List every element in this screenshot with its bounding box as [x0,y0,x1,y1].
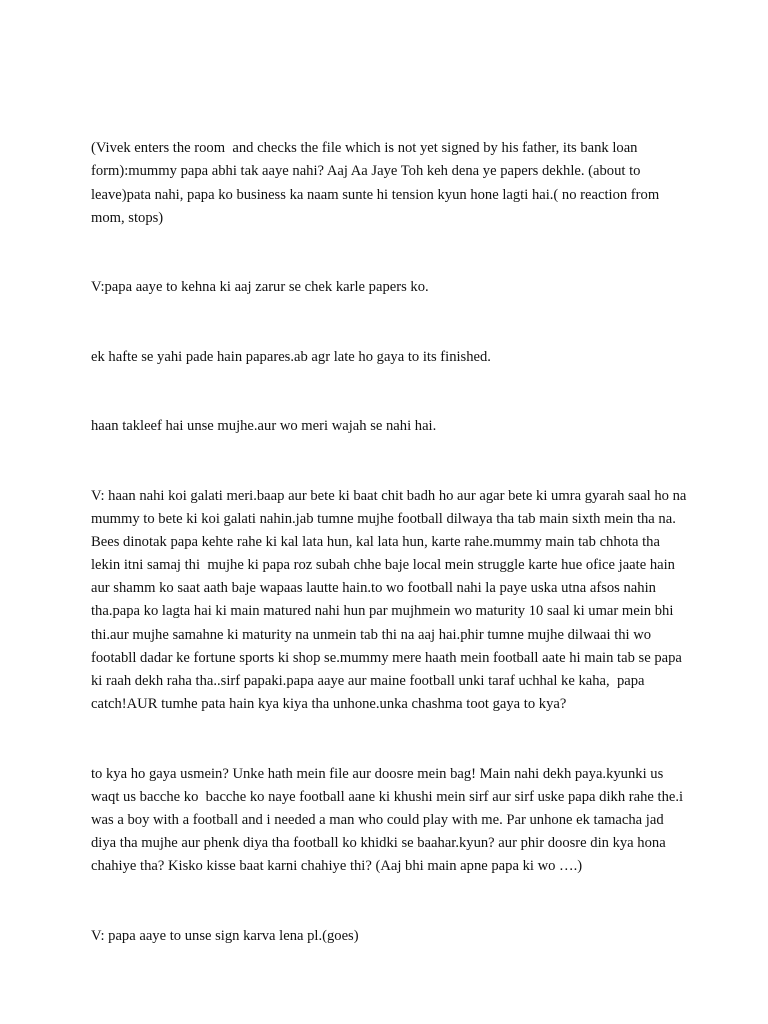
paragraph-monologue-tamacha: to kya ho gaya usmein? Unke hath mein file aur doosre mein bag! Main nahi dekh paya.kyunki us waqt us bacche ko bacche ko naye football aane ki khushi mein sirf aur sirf uske papa dikh rahe the.i was a boy with a football and i needed a man who could play with me. Par unhone ek tamacha jad diya tha mujhe aur phenk diya tha football ko khidki se baahar.kyun? aur phir doosre din kya hona chahiye tha? Kisko kisse baat karni chahiye thi? (Aaj bhi main apne papa ki wo ….) [91,765,687,875]
paragraph-dialogue-check-papers: V:papa aaye to kehna ki aaj zarur se chek karle papers ko. [91,279,429,296]
paragraph-dialogue-exit: V: papa aaye to unse sign karva lena pl.(goes) [91,927,359,944]
paragraph-dialogue-takleef: haan takleef hai unse mujhe.aur wo meri wajah se nahi hai. [91,418,437,435]
script-body [91,91,691,994]
paragraph-monologue-football: V: haan nahi koi galati meri.baap aur bete ki baat chit badh ho aur agar bete ki umra gyarah saal ho na mummy to bete ki koi galati nahin.jab tumne mujhe football dilwaya tha tab main sixth mein tha na. Bees dinotak papa kehte rahe ki kal lata hun, kal lata hun, karte rahe.mummy main tab chhota tha lekin itni samaj thi mujhe ki papa roz subah chhe baje local mein struggle karte hue ofice jaate hain aur shamm ko saat aath baje wapaas lautte hain.to wo football nahi la paye uska utna afsos nahin tha.papa ko lagta hai ki main matured nahi hun par mujhmein wo maturity 10 saal ki umar mein bhi thi.aur mujhe samahne ki maturity na unmein tab thi na aaj hai.phir tumne mujhe dilwaai thi wo footabll dadar ke fortune sports ki shop se.mummy mere haath mein football aate hi main tab se papa ki raah dekh raha tha..sirf papaki.papa aaye aur maine football unki taraf uchhal ke kaha, papa catch!AUR tumhe pata hain kya kiya tha unhone.unka chashma toot gaya to kya? [91,487,691,713]
paragraph-stage-direction-intro: (Vivek enters the room and checks the file which is not yet signed by his father, its bank loan form):mummy papa abhi tak aaye nahi? Aaj Aa Jaye Toh keh dena ye papers dekhle. (about to leave)pata nahi, papa ko business ka naam sunte hi tension kyun hone lagti hai.( no reaction from mom, stops) [91,140,663,226]
paragraph-dialogue-week-papers: ek hafte se yahi pade hain papares.ab agr late ho gaya to its finished. [91,348,491,365]
